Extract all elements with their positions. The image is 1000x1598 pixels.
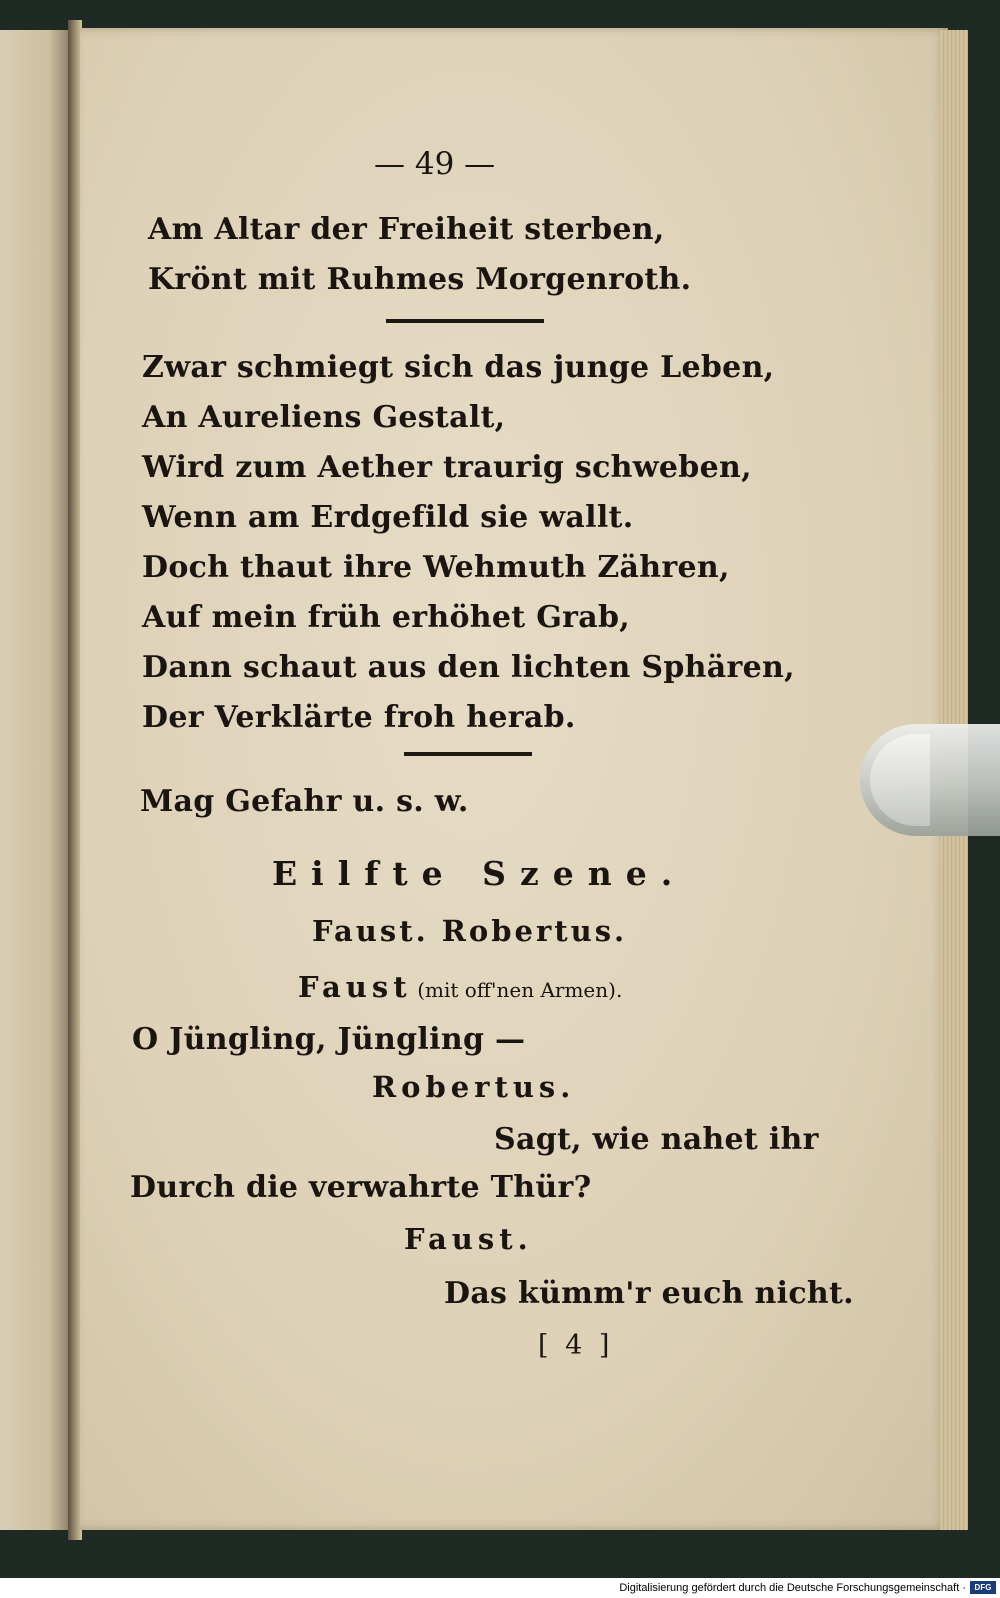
verse-line: Am Altar der Freiheit sterben,: [148, 212, 665, 247]
footer-bar: [0, 1578, 1000, 1598]
verse-line: Doch thaut ihre Wehmuth Zähren,: [142, 550, 730, 585]
speaker-line: [298, 970, 622, 1004]
section-rule: [404, 752, 532, 756]
scene-heading: Eilfte Szene.: [272, 854, 687, 893]
verse-line: Wenn am Erdgefild sie wallt.: [142, 500, 634, 535]
holding-clip: [860, 724, 1000, 836]
dialogue-line: Durch die verwahrte Thür?: [130, 1170, 592, 1205]
section-rule: [386, 319, 544, 323]
page-number: — 49 —: [374, 146, 496, 182]
signature-mark: [ 4 ]: [538, 1330, 614, 1361]
refrain-line: Mag Gefahr u. s. w.: [140, 784, 469, 819]
verse-line: Wird zum Aether traurig schweben,: [142, 450, 752, 485]
verse-line: Der Verklärte froh herab.: [142, 700, 576, 735]
verse-line: Dann schaut aus den lichten Sphären,: [142, 650, 795, 685]
verse-line: Auf mein früh erhöhet Grab,: [142, 600, 630, 635]
left-page-edge: [0, 30, 70, 1530]
dialogue-line: Das kümm'r euch nicht.: [444, 1276, 854, 1311]
speaker-name: Faust: [298, 970, 412, 1004]
verse-line: Zwar schmiegt sich das junge Leben,: [142, 350, 775, 385]
verse-line: An Aureliens Gestalt,: [142, 400, 506, 435]
speaker-name: Faust.: [404, 1222, 533, 1256]
stage-direction: (mit off'nen Armen).: [417, 978, 623, 1002]
verse-line: Krönt mit Ruhmes Morgenroth.: [148, 262, 692, 297]
speaker-name: Robertus.: [372, 1070, 576, 1104]
dfg-logo-icon: DFG: [970, 1581, 996, 1594]
dialogue-line: O Jüngling, Jüngling —: [132, 1022, 526, 1057]
scene-characters: Faust. Robertus.: [312, 914, 628, 948]
funding-notice: Digitalisierung gefördert durch die Deutsche Forschungsgemeinschaft ·: [619, 1582, 966, 1594]
dialogue-line: Sagt, wie nahet ihr: [494, 1122, 819, 1157]
